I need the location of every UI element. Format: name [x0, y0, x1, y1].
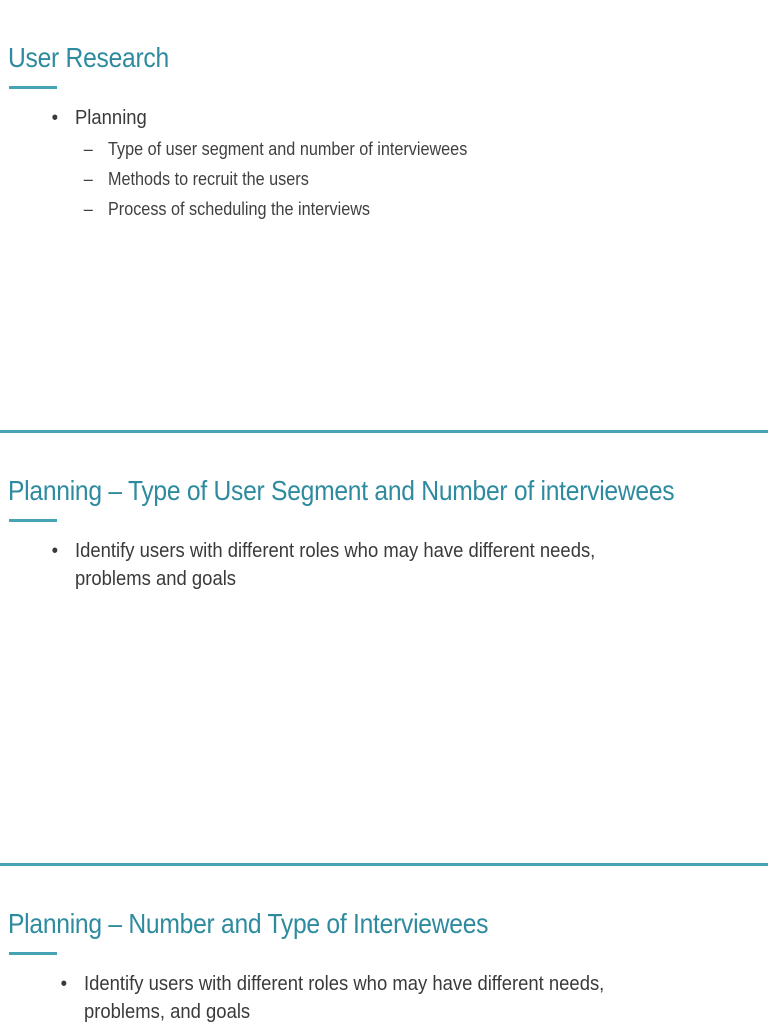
sub-bullet-item: [83, 139, 468, 160]
bullet-item: [51, 539, 596, 563]
sub-bullet-item: [83, 169, 309, 190]
dash-glyph: –: [83, 199, 93, 219]
dash-glyph: –: [83, 139, 93, 159]
bullet-text: Identify users with different roles who may have different needs,: [75, 539, 596, 562]
bullet-text: problems, and goals: [84, 1000, 251, 1023]
slide-interviewees: [0, 866, 768, 1024]
bullet-text: Identify users with different roles who may have different needs,: [84, 972, 605, 995]
bullet-text: Planning: [75, 106, 147, 129]
slide-user-research: [0, 0, 768, 430]
slide-title: Planning – Number and Type of Interviewees: [8, 908, 489, 939]
slide-title: Planning – Type of User Segment and Number of interviewees: [8, 475, 675, 506]
title-underline: [9, 952, 57, 955]
sub-bullet-item: [83, 199, 371, 220]
sub-bullet-text: Process of scheduling the interviews: [108, 199, 371, 219]
bullet-continuation: [75, 567, 236, 591]
dash-glyph: –: [83, 169, 93, 189]
slide-title: User Research: [8, 42, 169, 73]
bullet-text: problems and goals: [75, 567, 237, 590]
bullet-glyph: •: [60, 972, 68, 995]
bullet-continuation: [84, 1000, 250, 1024]
title-underline: [9, 86, 57, 89]
bullet-item: [51, 106, 147, 130]
sub-bullet-text: Type of user segment and number of interviewees: [108, 139, 468, 159]
slide-user-segment: [0, 433, 768, 863]
bullet-glyph: •: [51, 106, 59, 129]
bullet-item: [60, 972, 605, 996]
sub-bullet-text: Methods to recruit the users: [108, 169, 309, 189]
title-underline: [9, 519, 57, 522]
bullet-glyph: •: [51, 539, 59, 562]
